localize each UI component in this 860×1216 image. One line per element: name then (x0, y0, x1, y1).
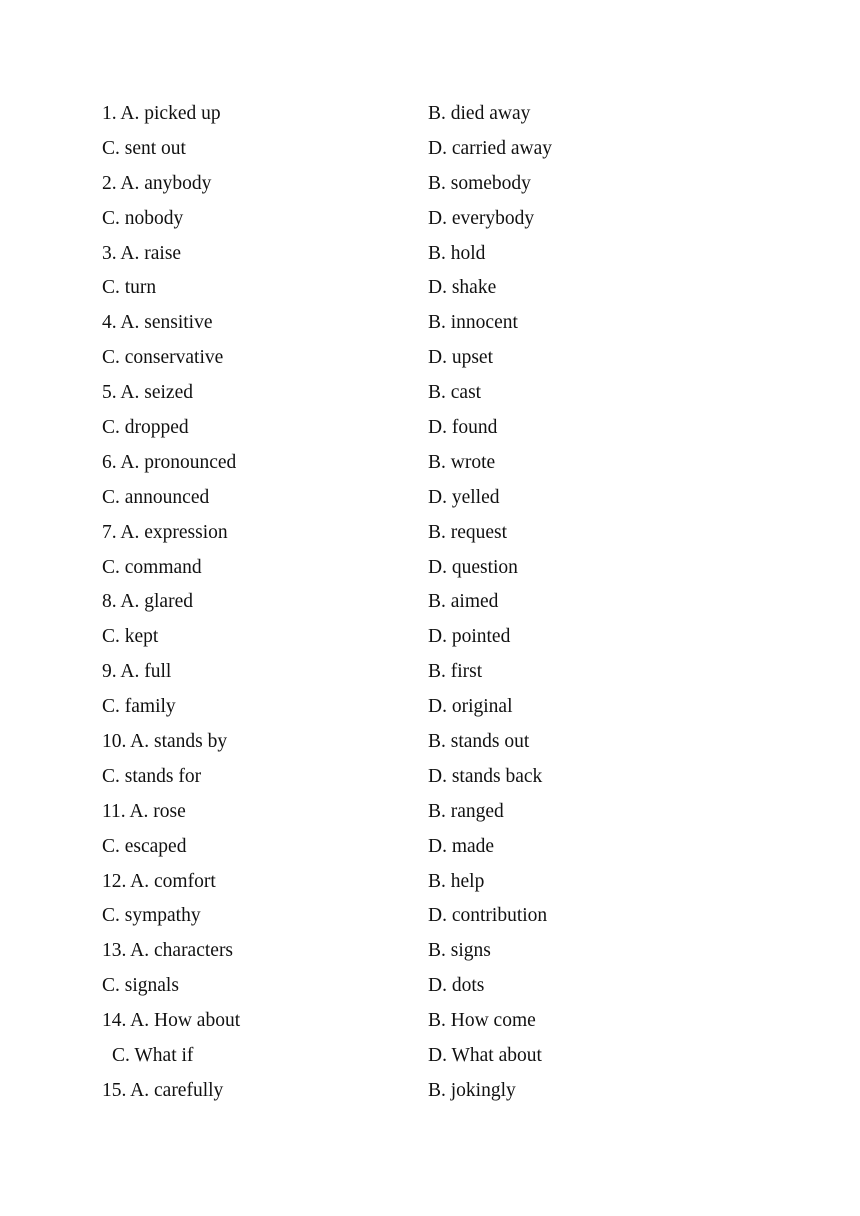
option-left: C. escaped (102, 835, 187, 857)
option-right: D. upset (428, 347, 493, 369)
option-row (102, 585, 802, 620)
option-row (102, 830, 802, 865)
option-row (102, 1004, 802, 1039)
option-right: B. signs (428, 940, 491, 962)
option-left: C. command (102, 556, 202, 578)
option-right: B. died away (428, 103, 531, 124)
option-left: C. signals (102, 975, 179, 997)
option-right: D. found (428, 417, 498, 439)
option-right: B. ranged (428, 800, 504, 822)
option-row (102, 341, 802, 376)
option-right: B. cast (428, 382, 482, 404)
option-right: D. made (428, 835, 495, 857)
option-left: C. stands for (102, 765, 202, 787)
option-row (102, 306, 802, 341)
option-left: 6. A. pronounced (102, 451, 237, 473)
option-row (102, 655, 802, 690)
option-right: B. wrote (428, 451, 496, 473)
option-right: D. stands back (428, 765, 543, 787)
option-right: D. dots (428, 975, 485, 997)
option-row (102, 899, 802, 934)
option-row (102, 865, 802, 900)
option-left: 11. A. rose (102, 800, 186, 822)
option-left: C. turn (102, 277, 157, 299)
option-right: D. everybody (428, 207, 535, 229)
option-row (102, 551, 802, 586)
option-left: 4. A. sensitive (102, 312, 213, 334)
option-row (102, 934, 802, 969)
option-row (102, 202, 802, 237)
option-right: B. help (428, 870, 485, 892)
option-left: 12. A. comfort (102, 870, 216, 892)
option-right: B. hold (428, 242, 486, 264)
option-left: C. kept (102, 626, 159, 648)
option-left: 15. A. carefully (102, 1079, 224, 1101)
option-row (102, 690, 802, 725)
option-right: D. yelled (428, 486, 500, 508)
option-right: D. pointed (428, 626, 511, 648)
option-row (102, 481, 802, 516)
option-left: 3. A. raise (102, 242, 182, 264)
option-row (102, 1039, 802, 1074)
option-left: C. dropped (102, 417, 189, 439)
option-row (102, 620, 802, 655)
option-right: B. somebody (428, 172, 531, 194)
option-left: 1. A. picked up (102, 103, 221, 124)
option-left: C. nobody (102, 207, 184, 229)
option-left: C. sent out (102, 137, 186, 159)
option-right: D. question (428, 556, 518, 578)
option-right: D. shake (428, 277, 497, 299)
option-left: C. What if (112, 1045, 194, 1067)
option-row (102, 969, 802, 1004)
answer-options-list (102, 97, 802, 1109)
option-right: B. stands out (428, 731, 530, 753)
option-row (102, 167, 802, 202)
option-left: 10. A. stands by (102, 731, 228, 753)
option-left: 14. A. How about (102, 1010, 241, 1032)
option-row (102, 237, 802, 272)
option-row (102, 376, 802, 411)
option-row (102, 516, 802, 551)
option-row (102, 795, 802, 830)
option-right: B. aimed (428, 591, 499, 613)
option-left: 2. A. anybody (102, 172, 212, 194)
option-left: 7. A. expression (102, 521, 228, 543)
option-right: B. jokingly (428, 1079, 516, 1101)
option-left: 5. A. seized (102, 382, 193, 404)
option-left: C. family (102, 696, 176, 718)
option-row (102, 411, 802, 446)
option-right: B. request (428, 521, 508, 543)
option-left: C. conservative (102, 347, 224, 369)
option-right: B. innocent (428, 312, 518, 334)
option-row (102, 760, 802, 795)
option-left: C. announced (102, 486, 210, 508)
option-left: C. sympathy (102, 905, 201, 927)
option-right: D. contribution (428, 905, 548, 927)
option-right: B. first (428, 661, 483, 683)
option-row (102, 725, 802, 760)
option-row (102, 446, 802, 481)
option-row (102, 1074, 802, 1109)
option-row (102, 97, 802, 132)
option-row (102, 271, 802, 306)
option-right: D. What about (428, 1045, 542, 1067)
option-right: D. original (428, 696, 513, 718)
option-left: 13. A. characters (102, 940, 234, 962)
option-left: 8. A. glared (102, 591, 193, 613)
option-row (102, 132, 802, 167)
option-right: D. carried away (428, 137, 552, 159)
option-left: 9. A. full (102, 661, 172, 683)
option-right: B. How come (428, 1010, 536, 1032)
